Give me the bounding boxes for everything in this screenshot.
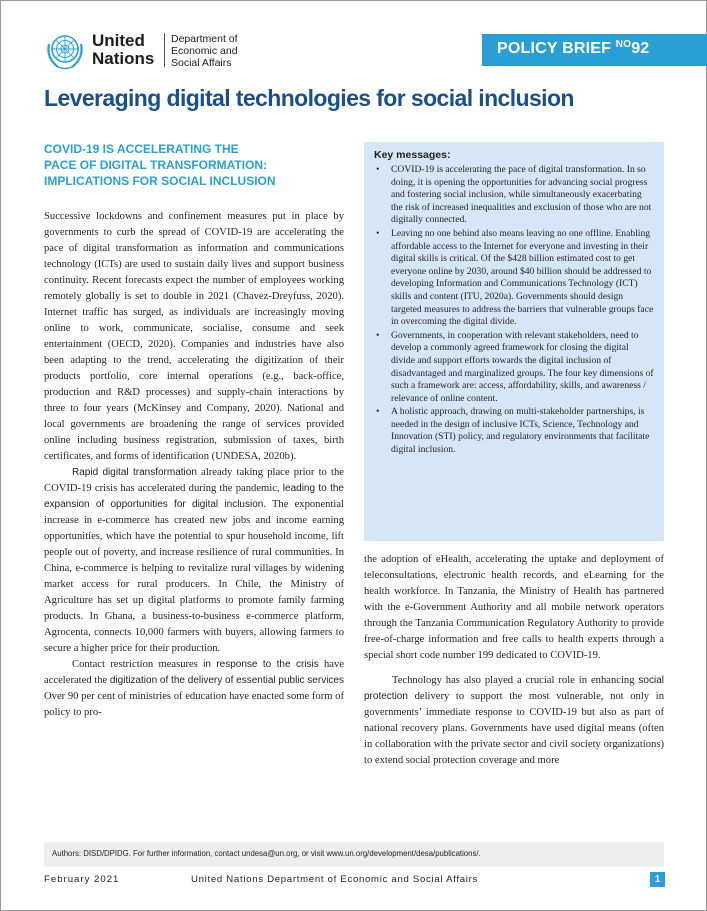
key-message-text: Governments, in cooperation with relevant stakeholders, need to develop a commonly agreed framework for closing the digital divide and support efforts towards the digital inclusion of disadvantaged and marginalized groups. The four key dimensions of such a framework are: access, affordability, skills, and awareness / relevance of online content. bbox=[391, 329, 654, 404]
highlight-phrase: in response to the crisis bbox=[203, 659, 319, 670]
authors-note: Authors: DISD/DPIDG. For further information, contact undesa@un.org, or visit www.un.org/development/desa/publications/. bbox=[52, 849, 481, 858]
policy-brief-label bbox=[497, 39, 649, 58]
text-run: already taking place prior to the COVID-19 crisis has accelerated during the pandemic, bbox=[44, 467, 344, 494]
brief-number-mark: NO bbox=[615, 39, 632, 50]
key-message-item bbox=[374, 330, 654, 406]
header-divider bbox=[164, 33, 165, 67]
dept-line3: Social Affairs bbox=[171, 57, 232, 69]
bullet-icon: • bbox=[376, 329, 380, 341]
bullet-icon: • bbox=[376, 164, 380, 175]
section-heading-line2: PACE OF DIGITAL TRANSFORMATION: bbox=[44, 158, 268, 172]
key-messages-title: Key messages: bbox=[374, 149, 451, 161]
text-run: delivery to support the most vulnerable, not only in governments’ immediate response to COVID-19 but also as part of national recovery plans. Governments have used digital means (often in collaboration with the private sector and civil society organizations) to extend social protection coverage and more bbox=[364, 691, 664, 766]
key-messages-list bbox=[374, 164, 654, 457]
text-run: . The exponential increase in e-commerce has created new jobs and income earning opportunities, which have the potential to spur household income, lift people out of poverty, and increase resilience of rural communities. In China, e-commerce is helping to revitalize rural villages by widening market access for rural producers. In Chile, the Ministry of Agriculture has set up digital platforms to promote family farming products. In Ghana, a business-to-business e-commerce platform, Agrocenta, connects 10,000 farmers with buyers, allowing farmers to secure a higher price for their production. bbox=[44, 499, 344, 654]
left-column bbox=[44, 209, 344, 721]
right-paragraph-1: the adoption of eHealth, accelerating the uptake and deployment of teleconsultations, electronic health records, and eLearning for the health workforce. In Tanzania, the Ministry of Health has partnered with the e-Government Authority and all mobile network operators through the Tanzania Communication Regulatory Authority to provide free-of-charge information and free calls to health experts through a special short code number 199 dedicated to COVID-19. bbox=[364, 554, 664, 661]
dept-line2: Economic and bbox=[171, 45, 238, 57]
key-message-text: COVID-19 is accelerating the pace of digital transformation. In so doing, it is opening the opportunities for advancing social progress and fostering social inclusion, while simultaneously exacerbating the risk of increased inequalities and exclusion of those who are not digitally connected. bbox=[391, 164, 652, 226]
section-heading bbox=[44, 141, 344, 189]
org-line1: United bbox=[92, 31, 145, 50]
dept-line1: Department of bbox=[171, 33, 238, 45]
page-header bbox=[0, 0, 707, 75]
highlight-phrase: social protection bbox=[364, 675, 664, 702]
section-heading-line1: COVID-19 IS ACCELERATING THE bbox=[44, 142, 239, 156]
left-paragraph-1: Successive lockdowns and confinement measures put in place by governments to curb the spread of COVID-19 are accelerating the pace of digital transformation as information and communications technology (ICTs) are used to sustain daily lives and support business continuity. Recent forecasts expect the number of employees working remotely globally is set to double in 2021 (Chavez-Dreyfuss, 2020). Internet traffic has surged, as individuals are increasingly moving online to work, communicate, socialise, consume and seek entertainment (OECD, 2020). Companies and industries have also been adapting to the trend, accelerating the digitization of their products portfolio, core internal operations (e.g., back-office, production and R&D processes) and supply-chain interactions by three to four years (McKinsey and Company, 2020). National and local governments are broadening the range of services provided online including business registration, submission of taxes, birth certificates, and forms of identification (UNDESA, 2020b). bbox=[44, 211, 344, 462]
highlight-phrase: leading to the expansion of opportunities for digital inclusion bbox=[44, 483, 344, 510]
text-run: have accelerated the bbox=[44, 659, 344, 686]
text-run: Over 90 per cent of ministries of education have enacted some form of policy to pro- bbox=[44, 691, 344, 718]
right-column bbox=[364, 552, 664, 769]
text-run: Contact restriction measures bbox=[72, 659, 204, 670]
highlight-phrase: Rapid digital transformation bbox=[72, 467, 197, 478]
org-line2: Nations bbox=[92, 49, 155, 68]
department-name bbox=[171, 33, 238, 69]
text-run: Technology has also played a crucial role in enhancing bbox=[392, 675, 639, 686]
bullet-icon: • bbox=[376, 406, 380, 418]
page-number: 1 bbox=[650, 872, 665, 887]
brief-label: POLICY BRIEF bbox=[497, 40, 612, 57]
key-message-item bbox=[374, 228, 654, 329]
brief-number: 92 bbox=[631, 40, 650, 57]
right-paragraph-2 bbox=[364, 673, 664, 769]
un-wordmark bbox=[92, 32, 154, 68]
left-paragraph-2 bbox=[44, 465, 344, 657]
key-message-text: Leaving no one behind also means leaving no one offline. Enabling affordable access to the Internet for everyone and investing in their digital skills is critical. Of the $428 billion estimated cost to get everyone online by 2030, around $40 billion should be addressed to developing Information and Communications Technology (ICT) skills and content (ITU, 2020a). Governments should design targeted measures to address the barriers that vulnerable groups face in overcoming the digital divide. bbox=[391, 227, 654, 328]
key-message-text: A holistic approach, drawing on multi-stakeholder partnerships, is needed in the design of inclusive ICTs, Science, Technology and Innovation (STI) policy, and regulatory environments that facilitate digital inclusion. bbox=[391, 406, 650, 456]
document-title: Leveraging digital technologies for social inclusion bbox=[44, 85, 574, 111]
key-messages-box bbox=[364, 142, 664, 541]
highlight-phrase: digitization of the delivery of essential public services bbox=[109, 675, 344, 686]
un-emblem-icon bbox=[44, 30, 86, 72]
key-message-item bbox=[374, 406, 654, 456]
footer-organization: United Nations Department of Economic and Social Affairs bbox=[191, 874, 478, 885]
left-paragraph-3 bbox=[44, 657, 344, 721]
section-heading-line3: IMPLICATIONS FOR SOCIAL INCLUSION bbox=[44, 174, 276, 188]
key-message-item bbox=[374, 164, 654, 227]
bullet-icon: • bbox=[376, 227, 380, 239]
footer-date: February 2021 bbox=[44, 874, 120, 885]
